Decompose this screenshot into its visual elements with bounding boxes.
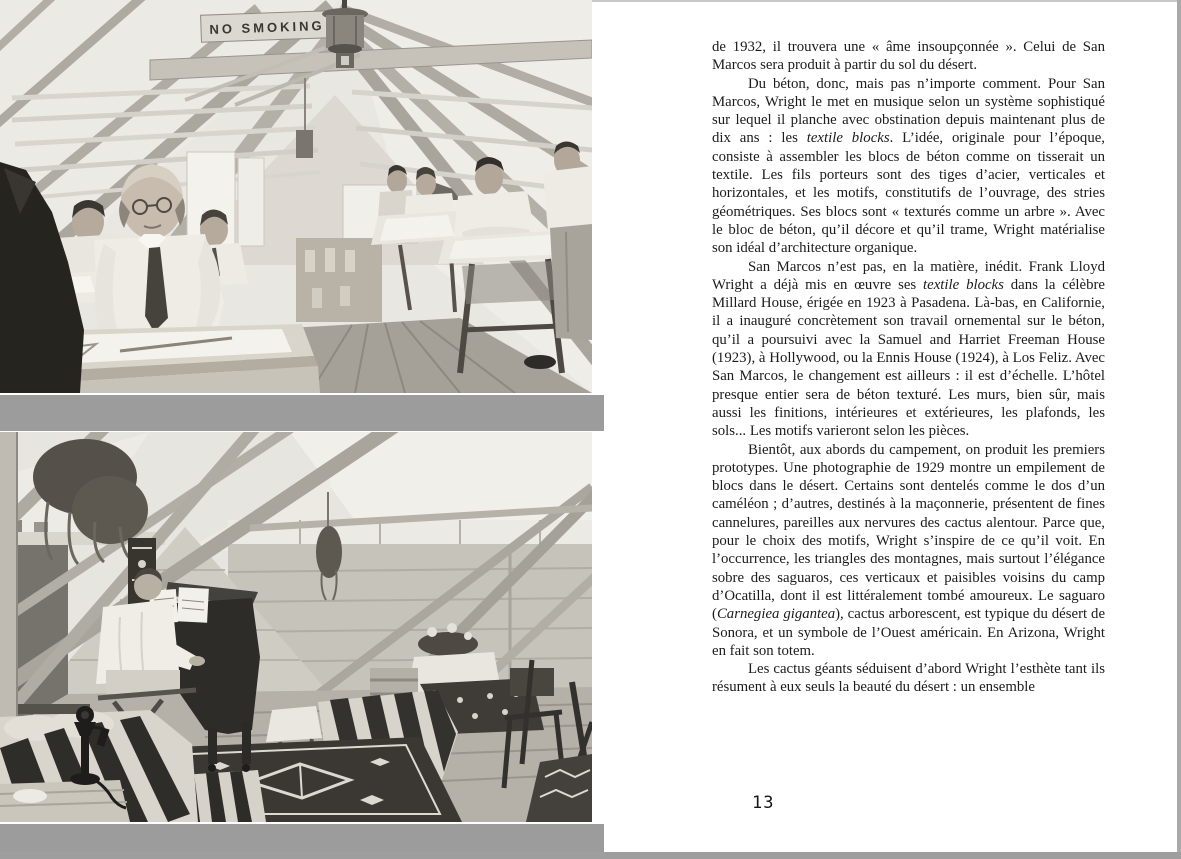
paragraph: San Marcos n’est pas, en la matière, inédit. Frank Lloyd Wright a déjà mis en œuvre ses textile blocks dans la célèbre Millard House, érigée en 1923 à Pasadena. Là-bas, en Californie, il a inauguré concrètement son travail ornemental sur le béton, qu’il a poursuivi avec la Samuel and Harriet Freeman House (1923), à Hollywood, ou la Ennis House (1924), à Los Feliz. Avec San Marcos, le changement est ailleurs : il est d’échelle. L’hôtel presque entier sera de béton texturé. Les murs, bien sûr, mais aussi les finitions, intérieures et extérieures, les plafonds, les sols... Les motifs varieront selon les pièces. bbox=[712, 258, 1105, 440]
photo-bottom-bar bbox=[0, 824, 604, 852]
photo-drafting-room bbox=[0, 0, 592, 393]
paragraph: de 1932, il trouvera une « âme insoupçonnée ». Celui de San Marcos sera produit à partir du sol du désert. bbox=[712, 39, 1105, 74]
body-text-column bbox=[712, 38, 1105, 697]
side-table bbox=[0, 780, 130, 822]
scan-edge-right bbox=[1177, 0, 1181, 859]
paragraph: Bientôt, aux abords du campement, on produit les premiers prototypes. Une photographie de 1929 montre un empilement de blocs dans le désert. Certains sont dentelés comme le dos d’un caméléon ; d’autres, destinés à la maçonnerie, présentent de fines cannelures, pareilles aux nervures des cactus alentour. Parce que, pour le choix des motifs, Wright s’inspire de ce qu’il voit. En l’occurrence, les triangles des montagnes, mais surtout l’élégance sobre des saguaros, ces verticaux et paisibles voisins du camp d’Ocatilla, dont il est littéralement tombé amoureux. Le saguaro (Carnegiea gigantea), cactus arborescent, est typique du désert de Sonora, et un symbole de l’Ouest américain. En Arizona, Wright en fait son totem. bbox=[712, 441, 1106, 659]
page-number: 13 bbox=[752, 793, 775, 813]
no-smoking-sign bbox=[201, 11, 334, 43]
photo-drafting-room-art bbox=[0, 0, 592, 393]
photo-divider-bar bbox=[0, 395, 604, 431]
paragraph: Les cactus géants séduisent d’abord Wright l’esthète tant ils résument à eux seuls la beauté du désert : un ensemble bbox=[712, 661, 1105, 696]
photo-piano-room bbox=[0, 432, 592, 822]
no-smoking-sign-text: NO SMOKING bbox=[209, 17, 325, 37]
paragraph: Du béton, donc, mais pas n’importe comment. Pour San Marcos, Wright le met en musique selon un système sophistiqué sur lequel il planche avec obstination depuis maintenant plus de dix ans : les textile blocks. L’idée, originale pour l’époque, consiste à assembler les blocs de béton comme on tisserait un textile. Les fils porteurs sont des tiges d’acier, verticales et horizontales, et les motifs, constitutifs de l’ouvrage, des stries géométriques. Ses blocs sont « texturés comme un arbre ». Avec le bloc de béton, qu’il décore et qu’il trame, Wright matérialise son idéal d’architecture organique. bbox=[712, 75, 1105, 257]
photo-piano-room-art bbox=[0, 432, 592, 822]
scan-edge-bottom bbox=[0, 852, 1181, 859]
